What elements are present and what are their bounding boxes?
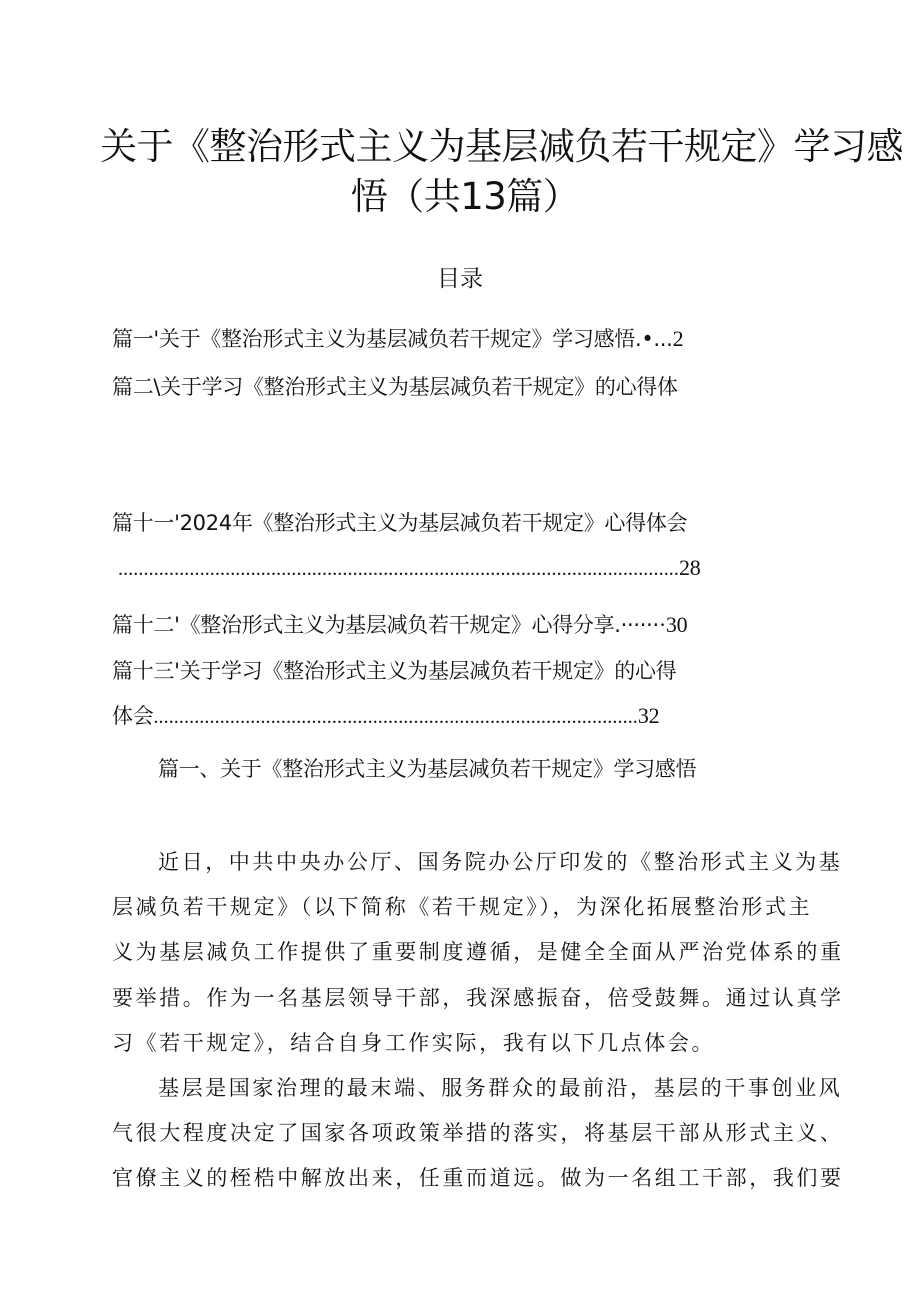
toc-item-label: 篇二\关于学习《整治形式主义为基层减负若干规定》的心得体 <box>112 375 678 399</box>
body-line: 基层是国家治理的最末端、服务群众的最前沿，基层的干事创业风 <box>158 1076 843 1101</box>
toc-leader-dots: .............................................................................................................. <box>118 558 679 580</box>
body-line: 近日，中共中央办公厅、国务院办公厅印发的《整治形式主义为基 <box>158 850 843 874</box>
toc-item-page: 32 <box>637 703 660 728</box>
toc-item-13[interactable] <box>112 656 676 686</box>
toc-item-1[interactable] <box>112 324 683 354</box>
toc-item-page: ·30 <box>658 612 688 637</box>
body-text <box>112 840 844 1202</box>
document-title <box>100 122 903 222</box>
toc-item-2[interactable] <box>112 372 678 402</box>
toc-item-label: 体会 <box>112 704 154 728</box>
toc-item-label: 篇十三'关于学习《整治形式主义为基层减负若干规定》的心得 <box>112 659 677 683</box>
toc-item-page: 28 <box>679 555 701 580</box>
toc-item-page: 2 <box>672 326 684 351</box>
toc-item-11-leader[interactable] <box>118 553 700 584</box>
toc-item-11[interactable] <box>112 508 687 538</box>
body-line: 气很大程度决定了国家各项政策举措的落实，将基层干部从形式主义、 <box>112 1121 844 1146</box>
toc-leader-dots: ............................................................................................... <box>153 706 638 728</box>
body-line: 义为基层减负工作提供了重要制度遵循，是健全全面从严治党体系的重 <box>112 940 844 965</box>
body-line: 要举措。作为一名基层领导干部，我深感振奋，倍受鼓舞。通过认真学 <box>112 985 844 1010</box>
toc-item-label: 篇十二'《整治形式主义为基层减负若干规定》心得分享.······ <box>112 613 659 637</box>
title-line-2: 悟（共13篇） <box>350 175 580 218</box>
section-heading: 篇一、关于《整治形式主义为基层减负若干规定》学习感悟 <box>158 757 697 781</box>
toc-heading: 目录 <box>437 266 483 292</box>
title-line-1: 关于《整治形式主义为基层减负若干规定》学习感 <box>100 125 903 168</box>
toc-item-12[interactable] <box>112 610 687 640</box>
body-line: 层减负若干规定》（以下简称《若干规定》），为深化拓展整治形式主 <box>112 895 813 920</box>
toc-item-label: 篇一'关于《整治形式主义为基层减负若干规定》学习感悟.•... <box>112 327 673 351</box>
toc-item-label: 篇十一'2024年《整治形式主义为基层减负若干规定》心得体会 <box>112 511 688 535</box>
body-line: 习《若干规定》，结合自身工作实际，我有以下几点体会。 <box>112 1030 716 1055</box>
toc-item-13-cont[interactable] <box>112 701 659 732</box>
body-line: 官僚主义的桎梏中解放出来，任重而道远。做为一名组工干部，我们要 <box>112 1166 844 1191</box>
